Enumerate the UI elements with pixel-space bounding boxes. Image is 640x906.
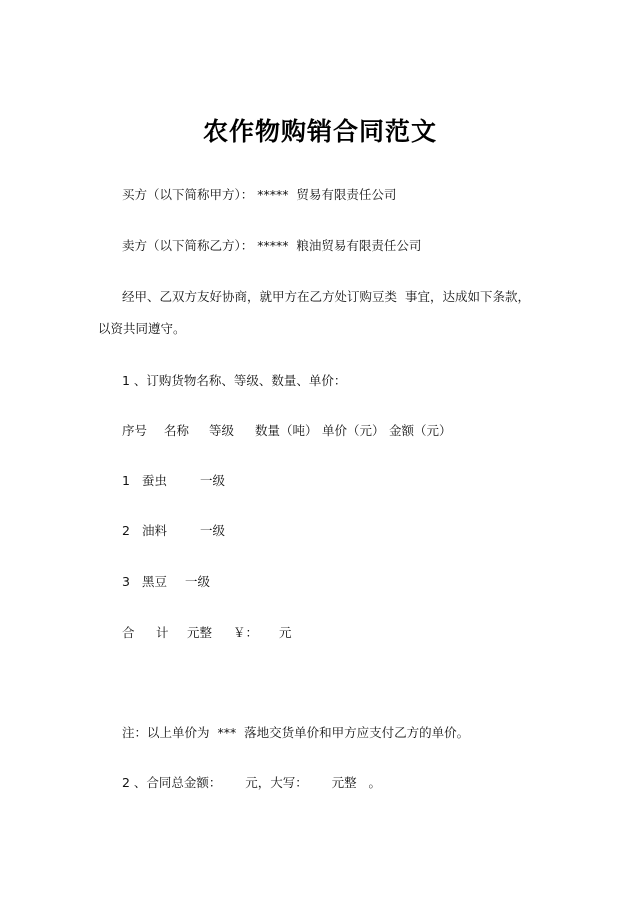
intro-paragraph-line-2: 以资共同遵守。 (98, 321, 186, 336)
seller-line: 卖方（以下简称乙方）： ***** 粮油贸易有限责任公司 (122, 238, 422, 253)
header-unit-price: 单价（元） (322, 423, 385, 438)
row-name: 蚕虫 (142, 473, 168, 488)
intro-paragraph-line-1: 经甲、乙双方友好协商，就甲方在乙方处订购豆类 事宜，达成如下条款， (122, 289, 530, 304)
total-yuan-zheng: 元整 (187, 625, 213, 640)
header-quantity: 数量（吨） (255, 423, 318, 438)
row-grade: 一级 (200, 523, 226, 538)
row-index: 3 (122, 574, 130, 589)
section-1-heading: 1 、订购货物名称、等级、数量、单价： (122, 373, 347, 388)
row-grade: 一级 (185, 574, 211, 589)
document-title: 农作物购销合同范文 (202, 117, 437, 146)
total-yuan: 元 (279, 625, 292, 640)
row-index: 1 (122, 473, 130, 488)
header-index: 序号 (122, 423, 148, 438)
total-label-ji: 计 (156, 625, 169, 640)
row-grade: 一级 (200, 473, 226, 488)
note-line: 注：以上单价为 *** 落地交货单价和甲方应支付乙方的单价。 (122, 725, 470, 740)
total-yen: ￥： (233, 625, 259, 640)
header-amount: 金额（元） (389, 423, 452, 438)
section-2-total-amount: 2 、合同总金额： 元，大写： 元整 。 (122, 775, 382, 790)
header-name: 名称 (164, 423, 190, 438)
row-name: 油料 (142, 523, 168, 538)
buyer-line: 买方（以下简称甲方）： ***** 贸易有限责任公司 (122, 187, 397, 202)
total-label-he: 合 (122, 625, 135, 640)
row-name: 黑豆 (142, 574, 168, 589)
row-index: 2 (122, 523, 130, 538)
header-grade: 等级 (209, 423, 235, 438)
